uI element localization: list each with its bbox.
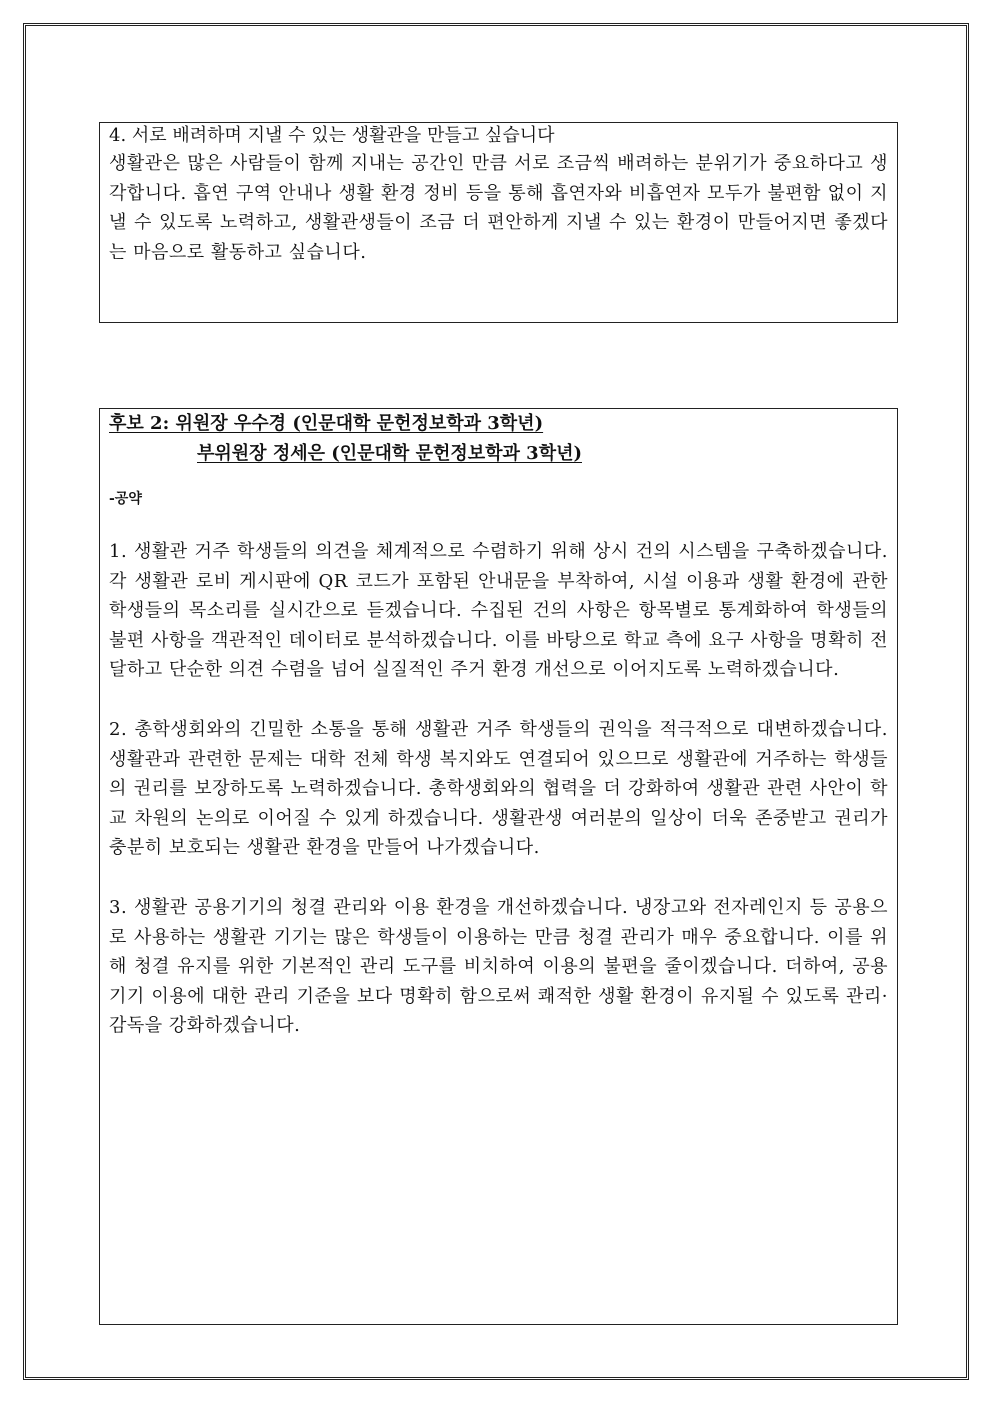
pledge-3: 3. 생활관 공용기기의 청결 관리와 이용 환경을 개선하겠습니다. 냉장고와 전자레인지 등 공용으로 사용하는 생활관 기기는 많은 학생들이 이용하는 만큼 청결 관리가 매우 중요합니다. 이를 위해 청결 유지를 위한 기본적인 관리 도구를 비치하여 이용의 불편을 줄이겠습니다. 더하여, 공용기기 이용에 대한 관리 기준을 보다 명확히 함으로써 쾌적한 생활 환경이 유지될 수 있도록 관리·감독을 강화하겠습니다. (109, 896, 888, 1037)
section-4-box (99, 122, 898, 323)
section-4-heading: 4. 서로 배려하며 지낼 수 있는 생활관을 만들고 싶습니다 (109, 125, 555, 146)
section-4-body: 생활관은 많은 사람들이 함께 지내는 공간인 만큼 서로 조금씩 배려하는 분위기가 중요하다고 생각합니다. 흡연 구역 안내나 생활 환경 정비 등을 통해 흡연자와 비흡연자 모두가 불편함 없이 지낼 수 있도록 노력하고, 생활관생들이 조금 더 편안하게 지낼 수 있는 환경이 만들어지면 좋겠다는 마음으로 활동하고 싶습니다. (109, 153, 888, 263)
pledge-1: 1. 생활관 거주 학생들의 의견을 체계적으로 수렴하기 위해 상시 건의 시스템을 구축하겠습니다. 각 생활관 로비 게시판에 QR 코드가 포함된 안내문을 부착하여, 시설 이용과 생활 환경에 관한 학생들의 목소리를 실시간으로 듣겠습니다. 수집된 건의 사항은 항목별로 통계화하여 학생들의 불편 사항을 객관적인 데이터로 분석하겠습니다. 이를 바탕으로 학교 측에 요구 사항을 명확히 전달하고 단순한 의견 수렴을 넘어 실질적인 주거 환경 개선으로 이어지도록 노력하겠습니다. (109, 541, 888, 681)
pledge-2: 2. 총학생회와의 긴밀한 소통을 통해 생활관 거주 학생들의 권익을 적극적으로 대변하겠습니다. 생활관과 관련한 문제는 대학 전체 학생 복지와도 연결되어 있으므로 생활관에 거주하는 학생들의 권리를 보장하도록 노력하겠습니다. 총학생회와의 협력을 더 강화하여 생활관 관련 사안이 학교 차원의 논의로 이어질 수 있게 하겠습니다. 생활관생 여러분의 일상이 더욱 존중받고 권리가 충분히 보호되는 생활관 환경을 만들어 나가겠습니다. (109, 718, 888, 859)
candidate-chair-line: 후보 2: 위원장 우수경 (인문대학 문헌정보학과 3학년) (109, 413, 544, 434)
pledge-label: -공약 (109, 491, 142, 507)
candidate-2-box (99, 408, 898, 1325)
candidate-vice-chair-line: 부위원장 정세은 (인문대학 문헌정보학과 3학년) (197, 443, 582, 464)
